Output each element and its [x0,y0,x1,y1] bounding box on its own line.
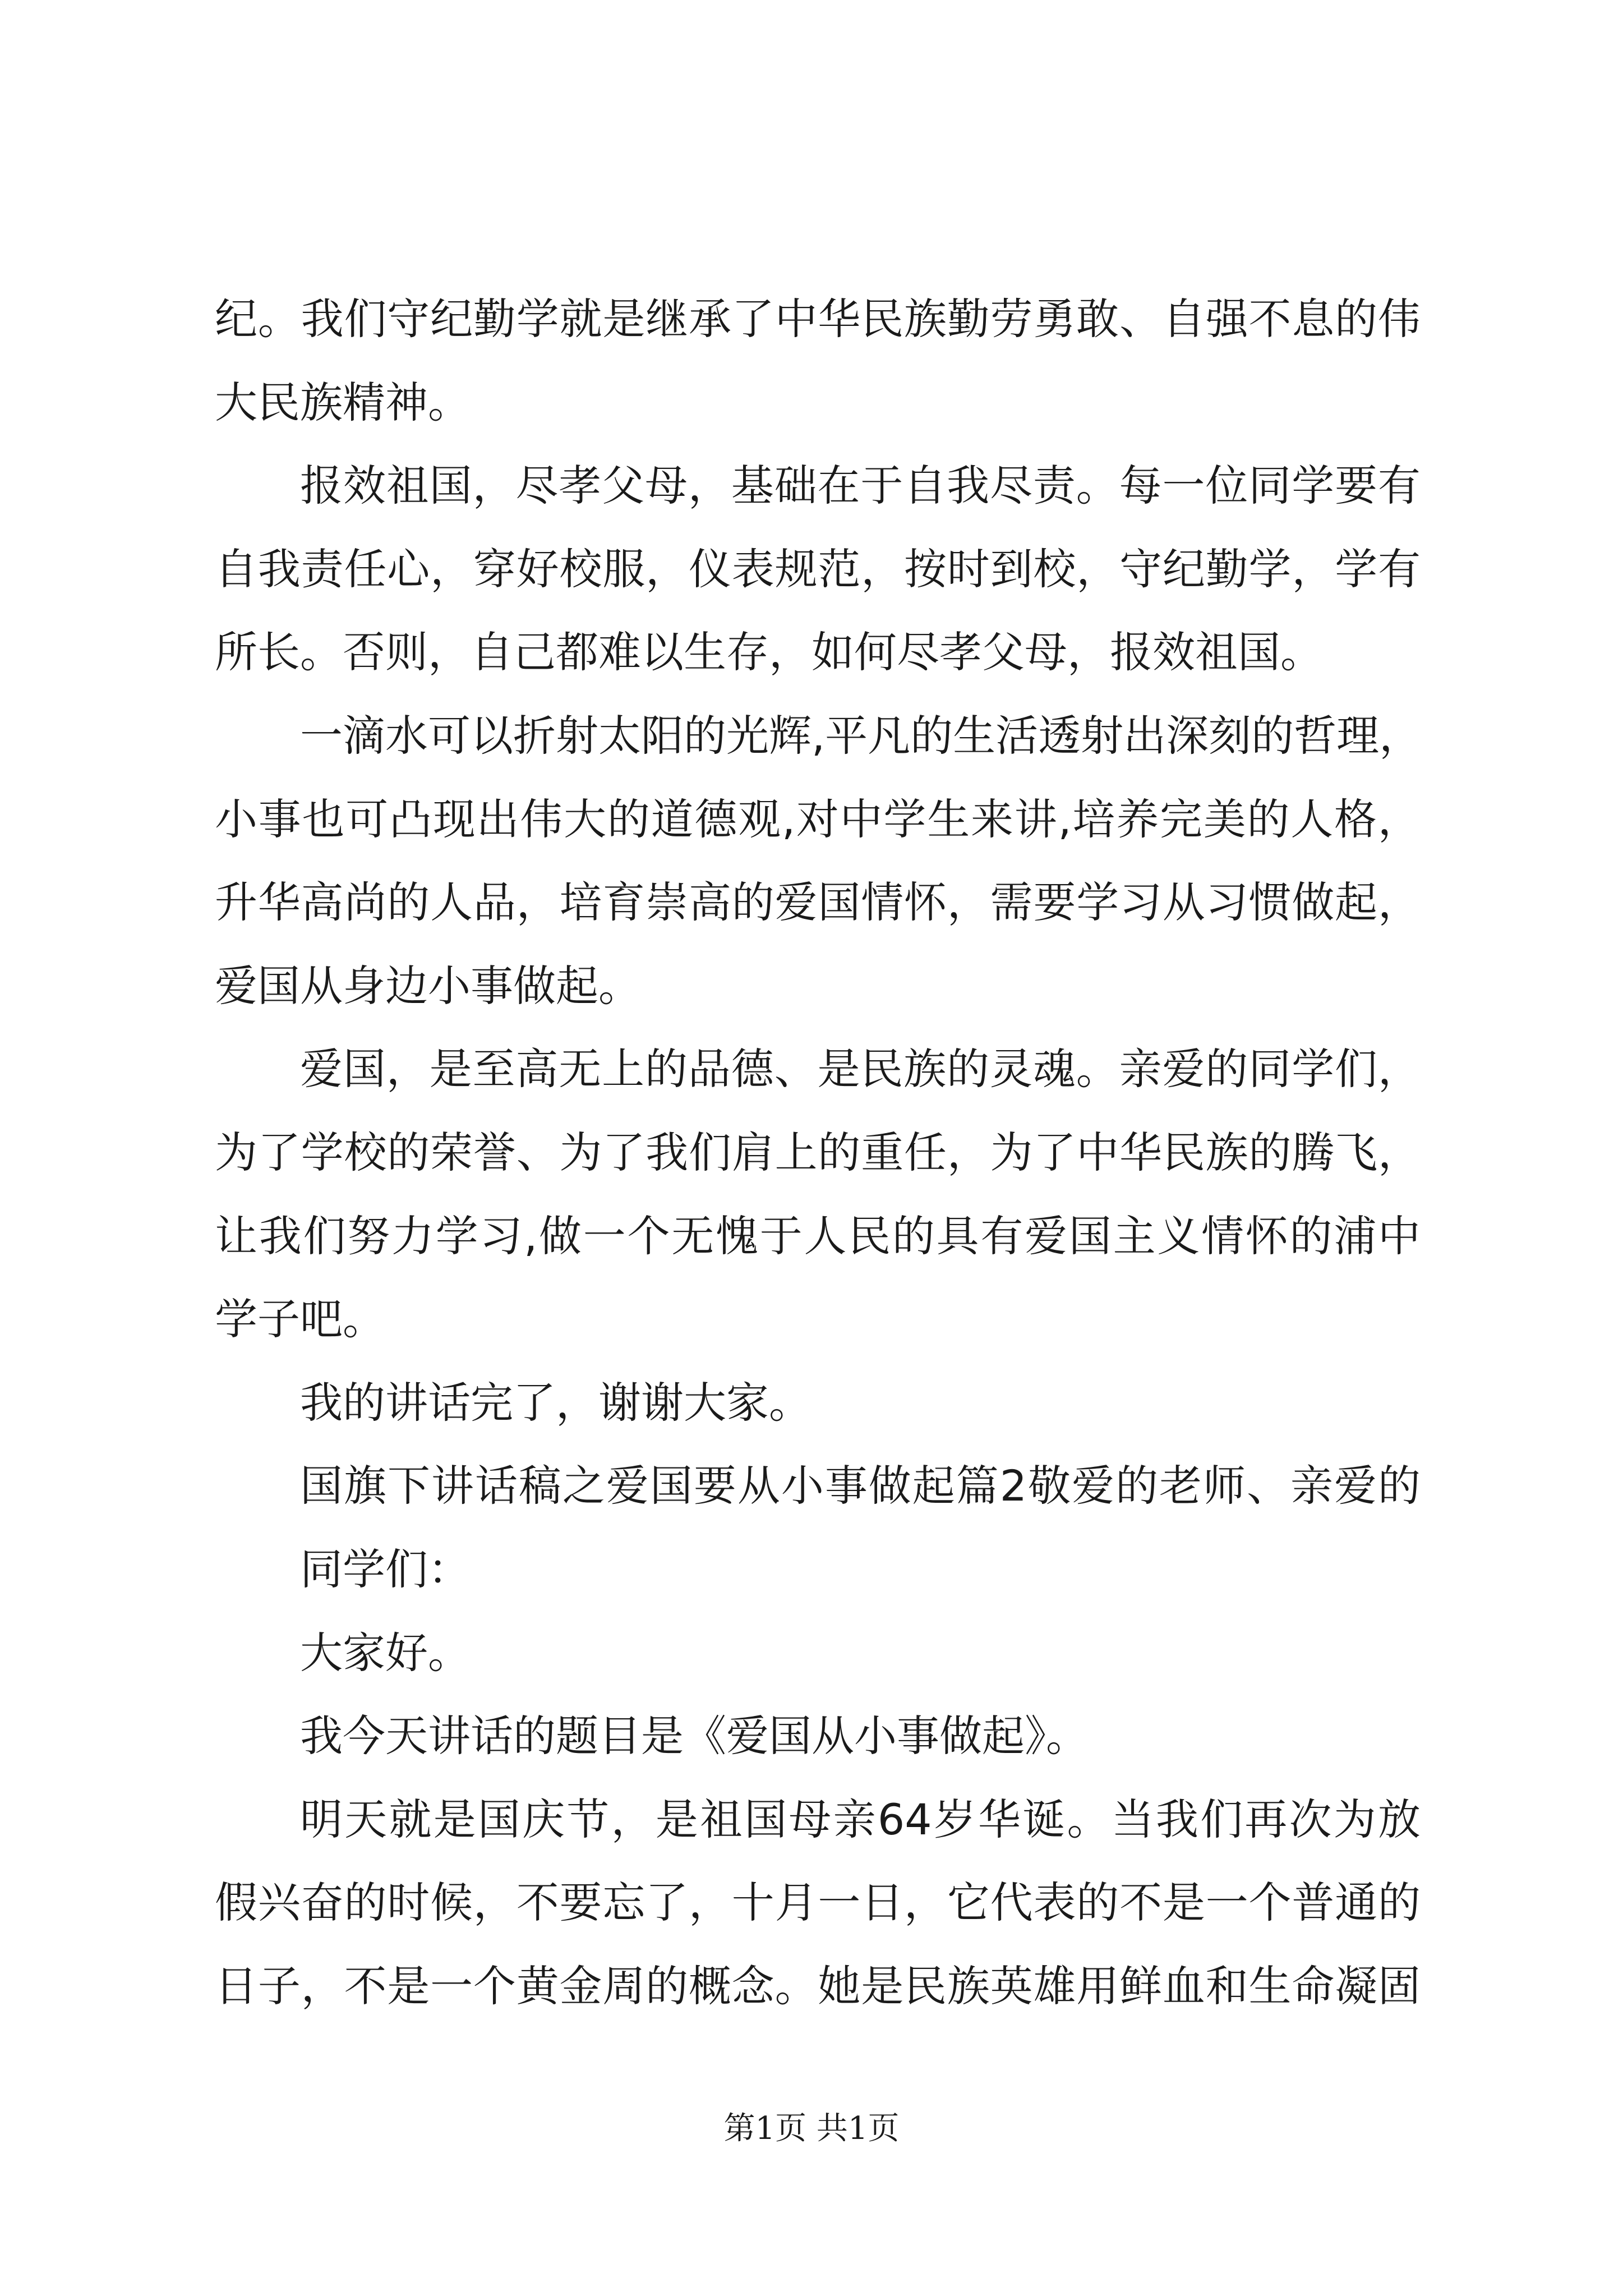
text-line-content: 爱国从身边小事做起。 [215,960,641,1011]
text-line-content: 所长。否则，自己都难以生存，如何尽孝父母，报效祖国。 [215,627,1323,678]
text-line-content: 大家好。 [300,1627,471,1678]
document-body [215,278,1421,2028]
text-line-content: 我的讲话完了，谢谢大家。 [300,1377,811,1428]
text-line [215,945,1421,1028]
text-line-content: 同学们： [300,1544,471,1594]
text-line [215,1695,1421,1778]
text-line: 日 子 ， 不 是 一 个 黄 金 周 的 概 念 。 她 是 民 族 英 雄 用 鲜 血 和 生 命 凝 固 [215,1961,1421,2011]
text-line: 明 天 就 是 国 庆 节 ， 是 祖 国 母 亲 64 岁 华 诞 。 当 我 们 再 次 为 放 [300,1794,1421,1844]
text-line: 报 效 祖 国 ， 尽 孝 父 母 ， 基 础 在 于 自 我 尽 责 。 每 一 位 同 学 要 有 [300,461,1421,511]
text-line: 一 滴 水 可 以 折 射 太 阳 的 光 辉 , 平 凡 的 生 活 透 射 出 深 刻 的 哲 理 ， [300,710,1422,761]
text-line [215,361,1421,445]
text-line: 自 我 责 任 心 ， 穿 好 校 服 ， 仪 表 规 范 ， 按 时 到 校 ， 守 纪 勤 学 ， 学 有 [215,544,1421,594]
text-line-content: 我今天讲话的题目是《爱国从小事做起》。 [300,1711,1089,1761]
text-line: 升 华 高 尚 的 人 品 ， 培 育 崇 高 的 爱 国 情 怀 ， 需 要 学 习 从 习 惯 做 起 ， [215,877,1421,928]
text-line [215,1361,1421,1445]
text-line [215,1612,1421,1695]
text-line [215,611,1421,694]
text-line [215,1528,1421,1612]
page-footer: 第1页 共1页 [723,2110,900,2147]
text-line: 爱 国 ， 是 至 高 无 上 的 品 德 、 是 民 族 的 灵 魂 。 亲 爱 的 同 学 们 ， [300,1044,1421,1094]
text-line: 假 兴 奋 的 时 候 ， 不 要 忘 了 ， 十 月 一 日 ， 它 代 表 的 不 是 一 个 普 通 的 [215,1878,1421,1928]
text-line [215,1278,1421,1361]
text-line: 小 事 也 可 凸 现 出 伟 大 的 道 德 观 , 对 中 学 生 来 讲 , 培 养 完 美 的 人 格 ， [215,794,1421,844]
text-line: 让 我 们 努 力 学 习 , 做 一 个 无 愧 于 人 民 的 具 有 爱 国 主 义 情 怀 的 浦 中 [215,1211,1421,1261]
text-line: 国 旗 下 讲 话 稿 之 爱 国 要 从 小 事 做 起 篇 2 敬 爱 的 老 师 、 亲 爱 的 [300,1461,1421,1511]
text-line-content: 大民族精神。 [215,377,471,427]
text-line: 为 了 学 校 的 荣 誉 、 为 了 我 们 肩 上 的 重 任 ， 为 了 中 华 民 族 的 腾 飞 ， [215,1127,1421,1177]
text-line: 纪 。 我 们 守 纪 勤 学 就 是 继 承 了 中 华 民 族 勤 劳 勇 敢 、 自 强 不 息 的 伟 [215,294,1421,344]
text-line-content: 学子吧。 [215,1294,385,1345]
